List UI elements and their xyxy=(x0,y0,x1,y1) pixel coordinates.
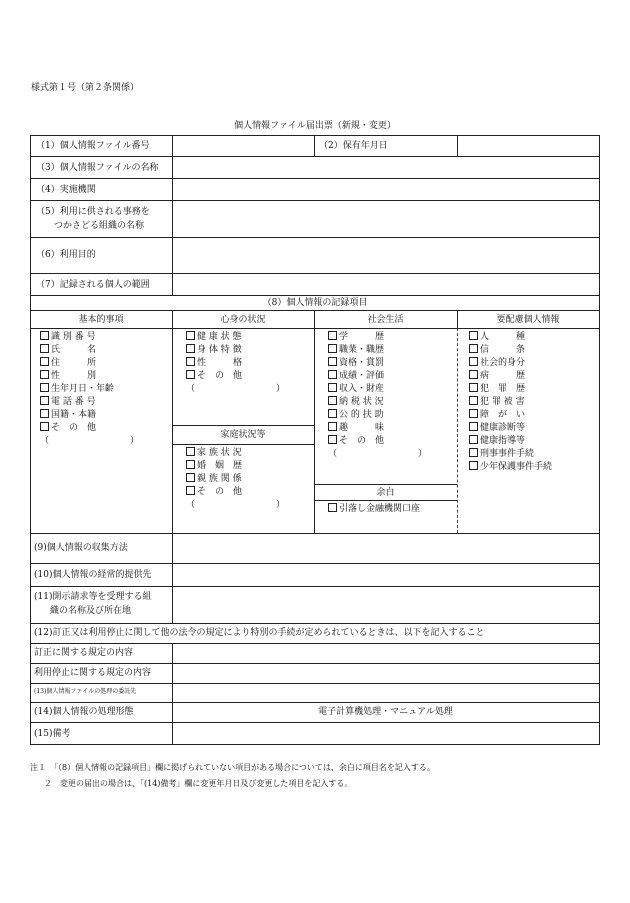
checkbox[interactable] xyxy=(469,461,478,470)
row-processing-form: (14)個人情報の処理形態 xyxy=(34,707,134,717)
row-outsourcing: (13)個人情報ファイルの処理の委託先 xyxy=(34,688,137,695)
checkbox[interactable] xyxy=(40,357,49,366)
header-sensitive-info: 要配慮個人情報 xyxy=(496,315,560,325)
list-item: 家 族 状 況 xyxy=(186,447,285,460)
list-item: 生年月日・年齢 xyxy=(40,383,139,396)
row-organization-line2: つかさどる組織の名称 xyxy=(54,221,145,231)
checkbox[interactable] xyxy=(40,422,49,431)
checkbox[interactable] xyxy=(469,370,478,379)
list-item: 趣 味 xyxy=(328,422,427,435)
list-item: 性 格 xyxy=(186,357,285,370)
list-item: そ の 他 xyxy=(186,486,285,499)
row-implementing-agency: （4）実施機関 xyxy=(36,185,96,195)
list-item: 職業・職歴 xyxy=(328,344,427,357)
checkbox[interactable] xyxy=(186,331,195,340)
list-item: 収入・財産 xyxy=(328,383,427,396)
row-collection-method: (9)個人情報の収集方法 xyxy=(34,543,128,553)
checkbox[interactable] xyxy=(469,448,478,457)
list-item: 犯 罪 歴 xyxy=(469,383,552,396)
row-special-procedure-note: (12)訂正又は利用停止に関して他の法令の規定により特別の手続が定められているときは、以下を記入すること xyxy=(34,628,485,638)
list-item: 親 族 関 係 xyxy=(186,473,285,486)
row-file-number: （1）個人情報ファイル番号 xyxy=(36,141,150,151)
checkbox[interactable] xyxy=(328,370,337,379)
list-item: 婚 姻 歴 xyxy=(186,460,285,473)
section-record-items: （8）個人情報の記録項目 xyxy=(262,298,368,308)
list-item: そ の 他 xyxy=(186,370,285,383)
other-parenthesis: （ ） xyxy=(40,436,140,446)
list-item: 国籍・本籍 xyxy=(40,409,139,422)
list-item: 識 別 番 号 xyxy=(40,331,139,344)
header-basic-items: 基本的事項 xyxy=(78,315,124,325)
checkbox[interactable] xyxy=(328,344,337,353)
checkbox[interactable] xyxy=(469,331,478,340)
list-item: 少年保護事件手続 xyxy=(469,461,552,474)
checkbox[interactable] xyxy=(186,486,195,495)
checkbox[interactable] xyxy=(40,383,49,392)
form-title: 個人情報ファイル届出票（新規・変更） xyxy=(234,121,396,131)
checkbox[interactable] xyxy=(469,422,478,431)
list-item: 病 歴 xyxy=(469,370,552,383)
row-file-name: （3）個人情報ファイルの名称 xyxy=(36,163,159,173)
checkbox[interactable] xyxy=(40,370,49,379)
row-retention-date: （2）保有年月日 xyxy=(319,141,388,151)
list-item: 刑事事件手続 xyxy=(469,448,552,461)
checkbox[interactable] xyxy=(186,357,195,366)
checkbox[interactable] xyxy=(469,357,478,366)
checkbox[interactable] xyxy=(186,370,195,379)
list-item: 身 体 特 徴 xyxy=(186,344,285,357)
list-item: 人 種 xyxy=(469,331,552,344)
checkbox[interactable] xyxy=(186,344,195,353)
basic-items-list xyxy=(40,331,139,448)
row-correction-rules: 訂正に関する規定の内容 xyxy=(34,648,134,658)
list-item: 住 所 xyxy=(40,357,139,370)
list-item: 資格・賞罰 xyxy=(328,357,427,370)
social-life-list xyxy=(328,331,427,461)
list-item: 電 話 番 号 xyxy=(40,396,139,409)
list-item: そ の 他 xyxy=(40,422,139,435)
checkbox[interactable] xyxy=(40,331,49,340)
checkbox[interactable] xyxy=(186,447,195,456)
header-blank: 余白 xyxy=(376,488,395,498)
row-remarks: (15)備考 xyxy=(34,729,71,739)
list-item: 信 条 xyxy=(469,344,552,357)
other-parenthesis: （ ） xyxy=(186,500,286,510)
checkbox[interactable] xyxy=(328,357,337,366)
checkbox[interactable] xyxy=(40,396,49,405)
list-item: 社会的身分 xyxy=(469,357,552,370)
checkbox[interactable] xyxy=(328,422,337,431)
checkbox[interactable] xyxy=(328,383,337,392)
checkbox[interactable] xyxy=(186,473,195,482)
checkbox[interactable] xyxy=(328,503,337,512)
list-item: 犯 罪 被 害 xyxy=(469,396,552,409)
header-family-status: 家庭状況等 xyxy=(220,430,266,440)
row-disclosure-office-line2: 織の名称及び所在地 xyxy=(50,606,132,616)
list-item: 健康診断等 xyxy=(469,422,552,435)
row-suspension-rules: 利用停止に関する規定の内容 xyxy=(34,668,152,678)
row-purpose: （6）利用目的 xyxy=(36,250,96,260)
checkbox[interactable] xyxy=(469,396,478,405)
note-2: ２ 変更の届出の場合は、「(14)備考」欄に変更年月日及び変更した項目を記入する。 xyxy=(44,779,353,788)
checkbox[interactable] xyxy=(328,409,337,418)
checkbox[interactable] xyxy=(469,409,478,418)
list-item: そ の 他 xyxy=(328,435,427,448)
checkbox[interactable] xyxy=(469,435,478,444)
family-status-list xyxy=(186,447,285,512)
sensitive-info-list xyxy=(469,331,552,474)
note-1: 注１ 「（8）個人情報の記録項目」欄に掲げられていない項目がある場合については、余白に項目名を記入する。 xyxy=(30,763,435,772)
processing-form-value: 電子計算機処理・マニュアル処理 xyxy=(318,707,453,717)
checkbox[interactable] xyxy=(186,460,195,469)
list-item: 成績・評価 xyxy=(328,370,427,383)
list-item: 引落し金融機関口座 xyxy=(328,503,420,516)
other-parenthesis: （ ） xyxy=(186,384,286,394)
list-item: 氏 名 xyxy=(40,344,139,357)
list-item: 障 が い xyxy=(469,409,552,422)
row-organization-line1: （5）利用に供される事務を xyxy=(36,207,150,217)
mind-body-list xyxy=(186,331,285,396)
checkbox[interactable] xyxy=(328,435,337,444)
checkbox[interactable] xyxy=(328,331,337,340)
list-item: 健 康 状 態 xyxy=(186,331,285,344)
list-item: 学 歴 xyxy=(328,331,427,344)
list-item: 健康指導等 xyxy=(469,435,552,448)
checkbox[interactable] xyxy=(328,396,337,405)
row-disclosure-office-line1: (11)開示請求等を受理する組 xyxy=(34,592,152,602)
checkbox[interactable] xyxy=(40,344,49,353)
form-number: 様式第１号（第２条関係） xyxy=(31,83,140,93)
checkbox[interactable] xyxy=(469,383,478,392)
checkbox[interactable] xyxy=(469,344,478,353)
row-regular-recipients: (10)個人情報の経常的提供先 xyxy=(34,570,152,580)
other-parenthesis: （ ） xyxy=(328,449,428,459)
row-recorded-persons: （7）記録される個人の範囲 xyxy=(36,280,150,290)
list-item: 性 別 xyxy=(40,370,139,383)
list-item: 納 税 状 況 xyxy=(328,396,427,409)
header-social-life: 社会生活 xyxy=(367,315,404,325)
list-item: 公 的 扶 助 xyxy=(328,409,427,422)
checkbox[interactable] xyxy=(40,409,49,418)
blank-list xyxy=(328,503,420,516)
header-mind-body: 心身の状況 xyxy=(220,315,266,325)
